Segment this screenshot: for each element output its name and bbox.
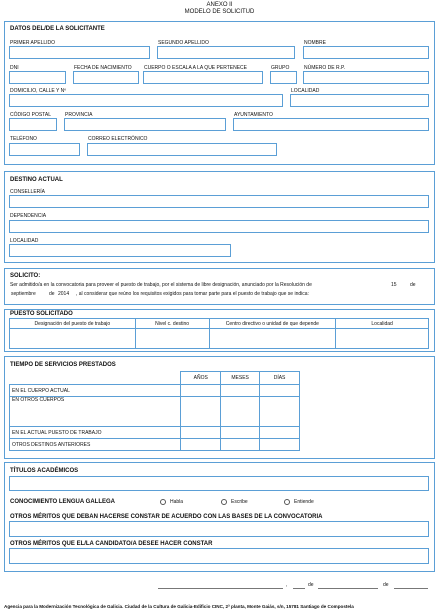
- tiempo-row-cuerpo-actual: EN EL CUERPO ACTUAL: [10, 385, 181, 397]
- solicito-title: SOLICITO:: [10, 273, 41, 279]
- tiempo-cell[interactable]: [181, 397, 221, 427]
- titulos-field[interactable]: [9, 476, 429, 491]
- lengua-gallega-label: CONOCIMIENTO LENGUA GALLEGA: [10, 499, 115, 505]
- solicito-text-line2: , al considerar que reúno los requisitos exigidos para tomar parte para el puesto de trabajo que se indica:: [76, 291, 309, 297]
- fecha-nacimiento-field[interactable]: [73, 71, 139, 84]
- tiempo-cell[interactable]: [221, 385, 260, 397]
- grupo-label: GRUPO: [271, 65, 290, 71]
- destino-localidad-label: LOCALIDAD: [10, 238, 39, 244]
- footer-address: Agencia para la Modernización Tecnológica de Galicia. Ciudad de la Cultura de Galicia-Edificio CINC, 2ª planta, Monte Gaiás, s/n, 15781 Santiago de Compostela: [4, 604, 354, 609]
- dependencia-label: DEPENDENCIA: [10, 213, 47, 219]
- de-text-1: de: [410, 282, 416, 288]
- puesto-header-nivel: Nivel c. destino: [135, 319, 209, 329]
- puesto-localidad-cell[interactable]: [336, 329, 429, 349]
- tiempo-cell[interactable]: [260, 427, 300, 439]
- resolution-day[interactable]: 15: [391, 282, 397, 288]
- codigo-postal-field[interactable]: [9, 118, 57, 131]
- telefono-field[interactable]: [9, 143, 80, 156]
- conselleria-field[interactable]: [9, 195, 429, 208]
- tiempo-cell[interactable]: [181, 385, 221, 397]
- tiempo-cell[interactable]: [181, 427, 221, 439]
- resolution-month[interactable]: septiembre: [11, 291, 36, 297]
- tiempo-cell[interactable]: [260, 439, 300, 451]
- dni-field[interactable]: [9, 71, 66, 84]
- signature-comma: ,: [286, 582, 288, 588]
- entiende-radio[interactable]: [284, 499, 290, 505]
- puesto-section-title: PUESTO SOLICITADO: [10, 311, 73, 317]
- escribe-radio[interactable]: [221, 499, 227, 505]
- annex-label: ANEXO II: [206, 2, 233, 8]
- domicilio-label: DOMICILIO, CALLE Y Nº: [10, 88, 67, 94]
- tiempo-cell[interactable]: [181, 439, 221, 451]
- tiempo-header-meses: MESES: [221, 372, 260, 385]
- entiende-label: Entiende: [294, 499, 314, 505]
- provincia-label: PROVINCIA: [65, 112, 93, 118]
- nrp-field[interactable]: [303, 71, 429, 84]
- localidad-label: LOCALIDAD: [291, 88, 320, 94]
- meritos-bases-field[interactable]: [9, 521, 429, 537]
- form-title: MODELO DE SOLICITUD: [184, 9, 255, 15]
- tiempo-header-anos: AÑOS: [181, 372, 221, 385]
- meritos-candidato-label: OTROS MÉRITOS QUE EL/LA CANDIDATO/A DESEE HACER CONSTAR: [10, 541, 213, 547]
- meritos-candidato-field[interactable]: [9, 548, 429, 564]
- segundo-apellido-label: SEGUNDO APELLIDO: [158, 40, 209, 46]
- tiempo-row-otros-cuerpos: EN OTROS CUERPOS: [10, 397, 181, 427]
- de-text-2: de: [49, 291, 55, 297]
- dni-label: DNI: [10, 65, 19, 71]
- correo-field[interactable]: [87, 143, 277, 156]
- destino-section-title: DESTINO ACTUAL: [10, 177, 63, 183]
- cuerpo-field[interactable]: [143, 71, 263, 84]
- signature-de-2: de: [383, 582, 389, 588]
- meritos-bases-label: OTROS MÉRITOS QUE DEBAN HACERSE CONSTAR DE ACUERDO CON LAS BASES DE LA CONVOCATORIA: [10, 514, 323, 520]
- applicant-section-title: DATOS DEL/DE LA SOLICITANTE: [10, 26, 105, 32]
- telefono-label: TELÉFONO: [10, 136, 37, 142]
- puesto-header-designacion: Designación del puesto de trabajo: [10, 319, 136, 329]
- tiempo-cell[interactable]: [221, 427, 260, 439]
- nombre-field[interactable]: [303, 46, 429, 59]
- habla-label: Habla: [170, 499, 184, 505]
- tiempo-cell[interactable]: [260, 397, 300, 427]
- signature-year-line[interactable]: [394, 588, 428, 589]
- habla-radio[interactable]: [160, 499, 166, 505]
- resolution-year[interactable]: 2014: [58, 291, 70, 297]
- nombre-label: NOMBRE: [304, 40, 326, 46]
- segundo-apellido-field[interactable]: [157, 46, 295, 59]
- puesto-header-centro: Centro directivo o unidad de que depende: [209, 319, 336, 329]
- dependencia-field[interactable]: [9, 220, 429, 233]
- puesto-table: [9, 318, 429, 349]
- domicilio-field[interactable]: [9, 94, 283, 107]
- tiempo-row-actual-puesto: EN EL ACTUAL PUESTO DE TRABAJO: [10, 427, 181, 439]
- conselleria-label: CONSELLERÍA: [10, 189, 46, 195]
- tiempo-cell[interactable]: [260, 385, 300, 397]
- titulos-label: TÍTULOS ACADÉMICOS: [10, 468, 79, 474]
- tiempo-section-title: TIEMPO DE SERVICIOS PRESTADOS: [10, 362, 116, 368]
- fecha-nacimiento-label: FECHA DE NACIMIENTO: [74, 65, 132, 71]
- tiempo-table: [9, 371, 300, 451]
- correo-label: CORREO ELECTRÓNICO: [88, 136, 148, 142]
- signature-de-1: de: [308, 582, 314, 588]
- puesto-header-localidad: Localidad: [336, 319, 429, 329]
- signature-place-line[interactable]: [158, 588, 283, 589]
- puesto-nivel-cell[interactable]: [135, 329, 209, 349]
- cuerpo-label: CUERPO O ESCALA A LA QUE PERTENECE: [144, 65, 248, 71]
- signature-month-line[interactable]: [318, 588, 378, 589]
- puesto-designacion-cell[interactable]: [10, 329, 136, 349]
- tiempo-cell[interactable]: [221, 397, 260, 427]
- escribe-label: Escribe: [231, 499, 248, 505]
- provincia-field[interactable]: [64, 118, 226, 131]
- nrp-label: NÚMERO DE R.P.: [304, 65, 346, 71]
- codigo-postal-label: CÓDIGO POSTAL: [10, 112, 52, 118]
- tiempo-header-dias: DÍAS: [260, 372, 300, 385]
- destino-localidad-field[interactable]: [9, 244, 231, 257]
- grupo-field[interactable]: [270, 71, 297, 84]
- ayuntamiento-field[interactable]: [233, 118, 429, 131]
- tiempo-row-otros-destinos: OTROS DESTINOS ANTERIORES: [10, 439, 181, 451]
- signature-day-line[interactable]: [293, 588, 305, 589]
- puesto-centro-cell[interactable]: [209, 329, 336, 349]
- ayuntamiento-label: AYUNTAMIENTO: [234, 112, 273, 118]
- tiempo-cell[interactable]: [221, 439, 260, 451]
- solicito-text-line1: Ser admitido/a en la convocatoria para proveer el puesto de trabajo, por el sistema de libre designación, anunciado por la Resolución de: [10, 282, 312, 288]
- primer-apellido-label: PRIMER APELLIDO: [10, 40, 56, 46]
- primer-apellido-field[interactable]: [9, 46, 150, 59]
- localidad-field[interactable]: [290, 94, 429, 107]
